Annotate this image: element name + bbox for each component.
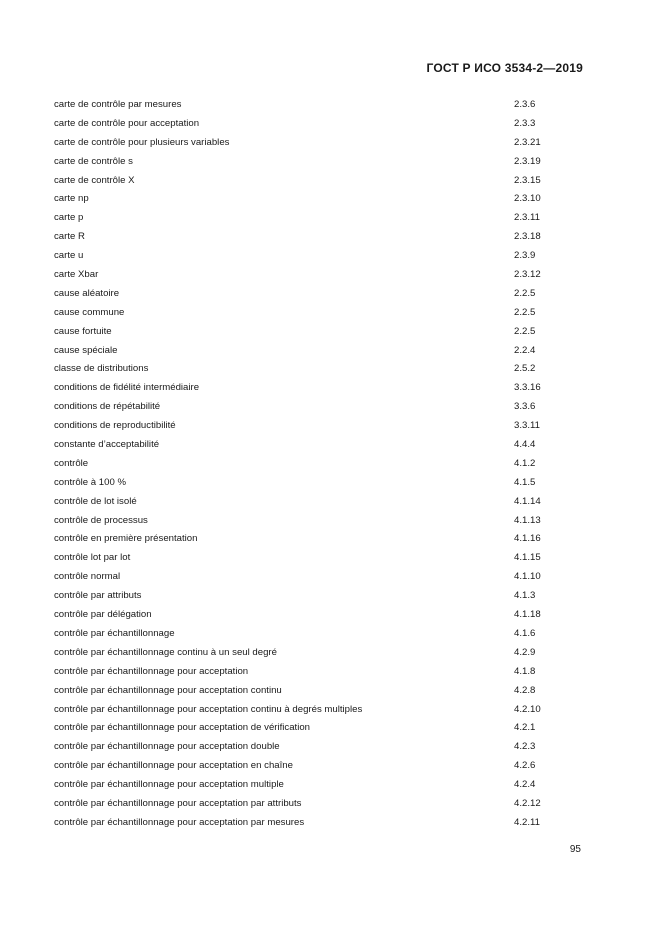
page-header-standard: ГОСТ Р ИСО 3534-2—2019 (426, 61, 583, 75)
index-term: cause fortuite (54, 325, 112, 337)
index-term: carte Xbar (54, 269, 99, 281)
index-entry (54, 530, 614, 549)
index-ref: 2.3.21 (514, 136, 541, 148)
index-entry (54, 190, 614, 209)
index-ref: 2.3.9 (514, 250, 536, 262)
index-ref: 3.3.16 (514, 382, 541, 394)
index-entry (54, 285, 614, 304)
index-term: contrôle par délégation (54, 609, 152, 621)
index-ref: 2.3.12 (514, 269, 541, 281)
index-term: carte de contrôle X (54, 174, 135, 186)
index-term: conditions de répétabilité (54, 401, 161, 413)
index-entry (54, 209, 614, 228)
index-entry (54, 153, 614, 172)
index-term: contrôle par attributs (54, 590, 142, 602)
index-entry (54, 266, 614, 285)
index-ref: 4.1.13 (514, 514, 541, 526)
index-ref: 4.4.4 (514, 439, 536, 451)
index-entry (54, 172, 614, 191)
index-term: cause spéciale (54, 344, 118, 356)
index-entry (54, 719, 614, 738)
index-ref: 2.3.15 (514, 174, 541, 186)
index-term: contrôle par échantillonnage pour acceptation multiple (54, 779, 284, 791)
index-ref: 2.3.11 (514, 212, 540, 224)
index-ref: 4.1.5 (514, 476, 536, 488)
index-entry (54, 814, 614, 833)
index-entry (54, 342, 614, 361)
index-entry (54, 549, 614, 568)
index-entry (54, 625, 614, 644)
index-term: contrôle à 100 % (54, 476, 126, 488)
index-term: contrôle (54, 457, 89, 469)
index-ref: 4.1.15 (514, 552, 541, 564)
index-ref: 4.1.2 (514, 457, 536, 469)
index-term: contrôle de lot isolé (54, 495, 137, 507)
index-entry (54, 247, 614, 266)
index-entry (54, 568, 614, 587)
index-entry (54, 795, 614, 814)
index-ref: 4.2.8 (514, 684, 536, 696)
index-term: cause commune (54, 306, 125, 318)
index-entry (54, 360, 614, 379)
index-term: classe de distributions (54, 363, 149, 375)
index-entry (54, 682, 614, 701)
index-ref: 2.3.10 (514, 193, 541, 205)
index-list (54, 96, 614, 833)
index-entry (54, 512, 614, 531)
index-ref: 4.2.1 (514, 722, 536, 734)
index-entry (54, 455, 614, 474)
index-ref: 2.5.2 (514, 363, 536, 375)
index-term: contrôle par échantillonnage (54, 627, 175, 639)
index-ref: 2.3.3 (514, 117, 536, 129)
index-ref: 4.1.14 (514, 495, 541, 507)
index-ref: 2.3.6 (514, 99, 536, 110)
index-ref: 4.1.10 (514, 571, 541, 583)
index-entry (54, 474, 614, 493)
index-entry (54, 304, 614, 323)
index-term: contrôle par échantillonnage pour acceptation en chaîne (54, 760, 293, 772)
index-ref: 4.1.8 (514, 665, 536, 677)
index-entry (54, 228, 614, 247)
index-ref: 4.2.10 (514, 703, 541, 715)
index-entry (54, 606, 614, 625)
index-term: contrôle par échantillonnage pour acceptation de vérification (54, 722, 311, 734)
index-ref: 4.1.18 (514, 609, 541, 621)
index-ref: 2.2.5 (514, 287, 536, 299)
index-entry (54, 96, 614, 115)
index-term: carte de contrôle pour plusieurs variables (54, 136, 230, 148)
index-ref: 2.2.4 (514, 344, 536, 356)
index-entry (54, 587, 614, 606)
index-entry (54, 738, 614, 757)
index-term: contrôle par échantillonnage pour acceptation continu (54, 684, 282, 696)
index-entry (54, 134, 614, 153)
index-entry (54, 115, 614, 134)
index-ref: 4.2.4 (514, 779, 536, 791)
index-term: contrôle normal (54, 571, 121, 583)
index-term: cause aléatoire (54, 287, 120, 299)
index-ref: 3.3.6 (514, 401, 536, 413)
index-entry (54, 663, 614, 682)
index-term: contrôle lot par lot (54, 552, 131, 564)
index-ref: 4.2.12 (514, 797, 541, 809)
index-ref: 2.2.5 (514, 325, 536, 337)
page-number: 95 (569, 844, 581, 855)
index-term: carte de contrôle par mesures (54, 99, 182, 110)
index-ref: 4.1.16 (514, 533, 541, 545)
index-term: contrôle par échantillonnage pour acceptation par attributs (54, 797, 302, 809)
index-term: conditions de reproductibilité (54, 420, 176, 432)
index-term: carte R (54, 231, 85, 243)
index-ref: 4.2.9 (514, 646, 536, 658)
index-ref: 2.3.19 (514, 155, 541, 167)
index-term: conditions de fidélité intermédiaire (54, 382, 200, 394)
index-term: contrôle par échantillonnage pour acceptation par mesures (54, 816, 305, 828)
index-term: contrôle par échantillonnage pour acceptation (54, 665, 249, 677)
index-ref: 2.2.5 (514, 306, 536, 318)
index-ref: 3.3.11 (514, 420, 540, 432)
index-entry (54, 493, 614, 512)
index-entry (54, 701, 614, 720)
index-term: contrôle par échantillonnage pour acceptation double (54, 741, 280, 753)
index-ref: 4.2.11 (514, 816, 540, 828)
index-term: contrôle de processus (54, 514, 148, 526)
index-term: carte u (54, 250, 84, 262)
index-entry (54, 776, 614, 795)
index-term: contrôle en première présentation (54, 533, 198, 545)
index-entry (54, 417, 614, 436)
index-entry (54, 644, 614, 663)
index-term: carte de contrôle s (54, 155, 133, 167)
index-ref: 4.2.3 (514, 741, 536, 753)
index-term: carte p (54, 212, 84, 224)
index-ref: 2.3.18 (514, 231, 541, 243)
index-ref: 4.2.6 (514, 760, 536, 772)
index-entry (54, 379, 614, 398)
index-term: contrôle par échantillonnage pour acceptation continu à degrés multiples (54, 703, 363, 715)
index-entry (54, 398, 614, 417)
index-entry (54, 436, 614, 455)
index-term: carte np (54, 193, 89, 205)
index-term: contrôle par échantillonnage continu à un seul degré (54, 646, 277, 658)
index-term: constante d’acceptabilité (54, 439, 160, 451)
index-term: carte de contrôle pour acceptation (54, 117, 200, 129)
index-ref: 4.1.6 (514, 627, 536, 639)
index-entry (54, 757, 614, 776)
index-entry (54, 323, 614, 342)
index-ref: 4.1.3 (514, 590, 536, 602)
